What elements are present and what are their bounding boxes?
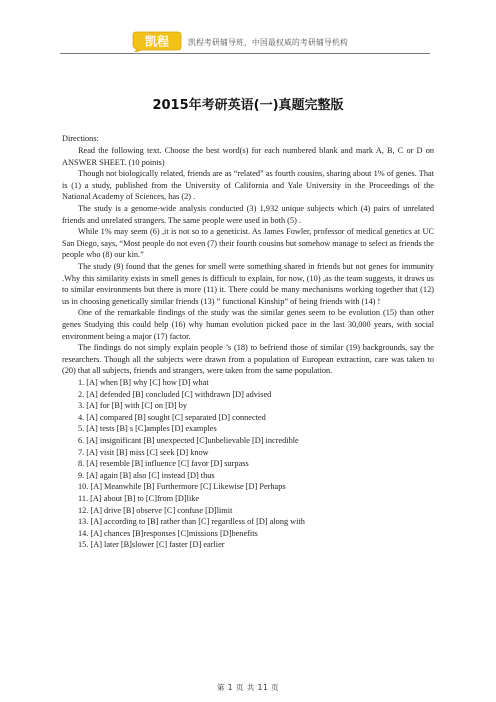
document-body — [62, 133, 434, 551]
passage-paragraph-6: The findings do not simply explain people ’s (18) to befriend those of similar (19) backgrounds, say the researchers. Though all the subjects were drawn from a population of European extraction, care was taken to (20) that all subjects, friends and strangers, were taken from the same population. — [62, 343, 434, 376]
option-line: 12. [A] drive [B] observe [C] confuse [D]limit — [78, 505, 233, 515]
passage-paragraph-1: Though not biologically related, friends are as “related” as fourth cousins, sharing about 1% of genes. That is (1) a study, published from the University of California and Yale University in the Proceedings of the National Academy of Sciences, has (2) . — [62, 169, 434, 202]
option-line: 11. [A] about [B] to [C]from [D]like — [78, 493, 200, 503]
option-line: 15. [A] later [B]slower [C] faster [D] earlier — [78, 540, 225, 550]
option-line: 7. [A] visit [B] miss [C] seek [D] know — [78, 447, 209, 457]
option-line: 10. [A] Meanwhile [B] Furthermore [C] Likewise [D] Perhaps — [78, 482, 286, 492]
option-line: 14. [A] chances [B]responses [C]missions [D]benefits — [78, 528, 258, 538]
directions-label: Directions: — [62, 134, 99, 143]
directions-text: Read the following text. Choose the best word(s) for each numbered blank and mark A, B, C or D on ANSWER SHEET. (10 points) — [62, 146, 434, 167]
option-line: 2. [A] defended [B] concluded [C] withdrawn [D] advised — [78, 389, 272, 399]
option-line: 6. [A] insignificant [B] unexpected [C]unbelievable [D] incredible — [78, 435, 299, 445]
kaicheng-logo — [132, 30, 182, 52]
document-title: 2015年考研英语(一)真题完整版 — [152, 98, 344, 113]
option-line: 3. [A] for [B] with [C] on [D] by — [78, 401, 187, 411]
passage-paragraph-2: The study is a genome-wide analysis conducted (3) 1,932 unique subjects which (4) pairs of unrelated friends and unrelated strangers. The same people were used in both (5) . — [62, 204, 434, 225]
passage-paragraph-5: One of the remarkable findings of the study was the similar genes seem to be evolution (15) than other genes Studying this could help (16) why human evolution picked pace in the last 30,000 years, with social environment being a major (17) factor. — [62, 308, 434, 341]
answer-options-list — [62, 377, 434, 551]
passage-paragraph-3: While 1% may seem (6) ,it is not so to a geneticist. As James Fowler, professor of medical genetics at UC San Diego, says, “Most people do not even (7) their fourth cousins but somehow manage to select as friends the people who (8) our kin.” — [62, 227, 434, 260]
option-line: 8. [A] resemble [B] influence [C] favor [D] surpass — [78, 459, 249, 469]
page-header — [0, 0, 496, 56]
option-line: 4. [A] compared [B] sought [C] separated [D] connected — [78, 412, 266, 422]
header-rule — [60, 53, 430, 54]
page-number-footer: 第 1 页 共 11 页 — [216, 683, 280, 692]
option-line: 13. [A] according to [B] rather than [C] regardless of [D] along with — [78, 517, 305, 527]
logo-text: 凯程 — [144, 34, 170, 49]
header-tagline: 凯程考研辅导班，中国最权威的考研辅导机构 — [188, 38, 348, 47]
option-line: 1. [A] when [B] why [C] how [D] what — [78, 377, 209, 387]
option-line: 9. [A] again [B] also [C] instead [D] thus — [78, 470, 215, 480]
passage-paragraph-4: The study (9) found that the genes for smell were something shared in friends but not genes for immunity .Why this similarity exists in smell genes is difficult to explain, for now, (10) ,as the team suggests, it draws us to similar environments but there is more (11) it. There could be many mechanisms working together that (12) us in choosing genetically similar friends (13) ” functional Kinship” of being friends with (14) ! — [62, 262, 434, 306]
option-line: 5. [A] tests [B] s [C]amples [D] examples — [78, 424, 217, 434]
